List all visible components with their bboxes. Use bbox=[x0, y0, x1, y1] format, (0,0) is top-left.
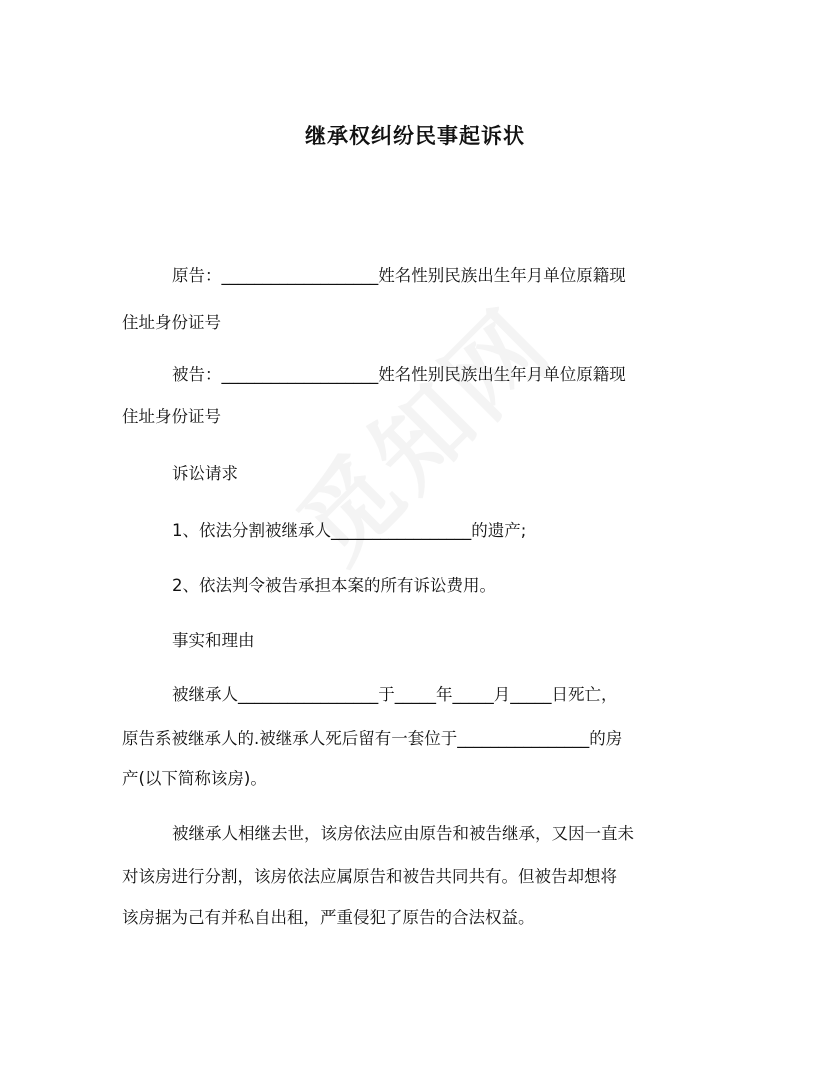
plaintiff-line: 原告：___________________姓名性别民族出生年月单位原籍现 bbox=[172, 266, 626, 285]
watermark bbox=[236, 246, 604, 614]
facts-paragraph-1-line-1: 被继承人_________________于_____年_____月_____日死亡， bbox=[172, 685, 618, 704]
facts-paragraph-1-line-3: 产(以下简称该房)。 bbox=[122, 769, 267, 788]
facts-heading: 事实和理由 bbox=[172, 631, 255, 650]
plaintiff-line-cont: 住址身份证号 bbox=[122, 313, 221, 332]
facts-paragraph-1-line-2: 原告系被继承人的.被继承人死后留有一套位于________________的房 bbox=[122, 729, 623, 748]
claim-item-1: 1、依法分割被继承人_________________的遗产; bbox=[172, 521, 527, 540]
defendant-line: 被告：___________________姓名性别民族出生年月单位原籍现 bbox=[172, 365, 626, 384]
facts-paragraph-2-line-3: 该房据为己有并私自出租，严重侵犯了原告的合法权益。 bbox=[122, 908, 535, 927]
claims-heading: 诉讼请求 bbox=[172, 464, 238, 483]
facts-paragraph-2-line-2: 对该房进行分割，该房依法应属原告和被告共同共有。但被告却想将 bbox=[122, 867, 617, 886]
defendant-line-cont: 住址身份证号 bbox=[122, 407, 221, 426]
claim-item-2: 2、依法判令被告承担本案的所有诉讼费用。 bbox=[172, 576, 496, 595]
document-title: 继承权纠纷民事起诉状 bbox=[305, 124, 525, 148]
facts-paragraph-2-line-1: 被继承人相继去世，该房依法应由原告和被告继承，又因一直未 bbox=[172, 824, 634, 843]
